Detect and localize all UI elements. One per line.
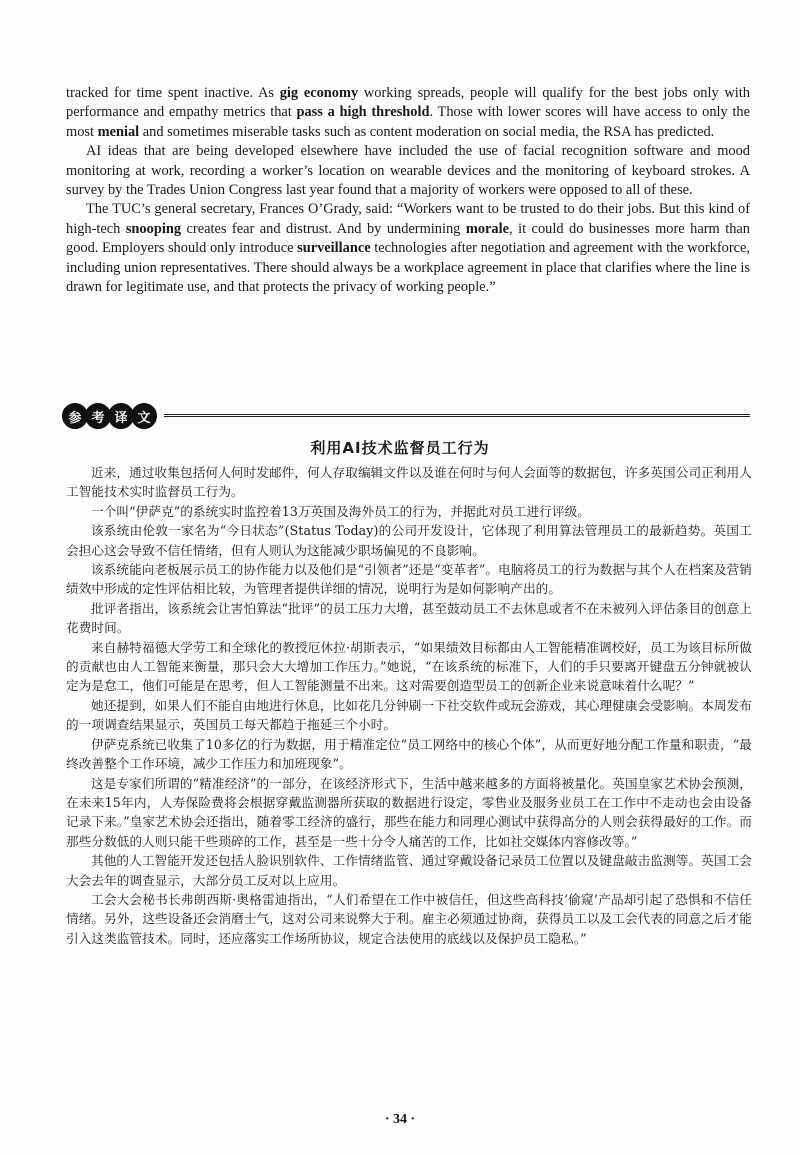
text-run: and sometimes miserable tasks such as content moderation on social media, the RSA has predicted.	[139, 123, 715, 140]
translation-paragraph: 她还提到，如果人们不能自由地进行休息，比如花几分钟刷一下社交软件或玩会游戏，其心理健康会受影响。本周发布的一项调查结果显示，英国员工每天都趋于拖延三个小时。	[66, 697, 752, 733]
badge-char: 参	[62, 403, 88, 429]
badge-char: 考	[85, 403, 111, 429]
bold-term: menial	[97, 123, 140, 140]
text-run: . Those with lower scores will have access to only the most	[66, 104, 750, 140]
translation-paragraph: 其他的人工智能开发还包括人脸识别软件、工作情绪监管、通过穿戴设备记录员工位置以及键盘敲击监测等。英国工会大会去年的调查显示，大部分员工反对以上应用。	[66, 853, 752, 888]
translation-paragraph: 近来，通过收集包括何人何时发邮件，何人存取编辑文件以及谁在何时与何人会面等的数据包，许多英国公司正利用人工智能技术实时监督员工行为。	[66, 465, 752, 500]
badge-char: 文	[131, 403, 157, 429]
translation-paragraph: 伊萨克系统已收集了10多亿的行为数据，用于精准定位“员工网络中的核心个体”，从而更好地分配工作量和职责，“最终改善整个工作环境，减少工作压力和加班现象”。	[66, 736, 752, 772]
bold-term: gig economy	[279, 85, 359, 101]
bold-term: surveillance	[297, 240, 371, 257]
bold-term: morale	[465, 220, 509, 237]
bold-term: pass a high threshold	[296, 104, 430, 121]
text-run: creates fear and distrust. And by undermining	[181, 220, 466, 237]
translation-paragraph: 来自赫特福德大学劳工和全球化的教授厄休拉·胡斯表示，“如果绩效目标都由人工智能精准调校好，员工为该目标所做的贡献也由人工智能来衡量，那只会大大增加工作压力。”她说，“在该系统的标准下，人们的手只要离开键盘五分钟就被认定为是怠工，他们可能是在思考，但人工智能测量不出来。这对需要创造型员工的创新企业来说意味着什么呢？”	[66, 639, 752, 694]
text-run: tracked for time spent inactive. As	[66, 85, 280, 101]
badge-char: 译	[108, 403, 134, 429]
english-paragraph	[66, 84, 750, 142]
english-paragraph: AI ideas that are being developed elsewhere have included the use of facial recognition software and mood monitoring at work, recording a worker’s location on wearable devices and the monitoring of keyboard strokes. A survey by the Trades Union Congress last year found that a majority of workers were opposed to all of these.	[66, 143, 750, 199]
bold-term: snooping	[125, 220, 182, 237]
translation-paragraph: 工会大会秘书长弗朗西斯·奥格雷迪指出，“人们希望在工作中被信任，但这些高科技‘偷窥’产品却引起了恐惧和不信任情绪。另外，这些设备还会消磨士气，这对公司来说弊大于利。雇主必须通过协商，获得员工以及工会代表的同意之后才能引入这类监管技术。同时，还应落实工作场所协议，规定合法使用的底线以及保护员工隐私。”	[66, 891, 752, 946]
reference-translation-badge	[62, 403, 154, 429]
text-run: working spreads, people will qualify for the best jobs only with performance and empathy metrics that	[66, 85, 750, 121]
translation-paragraph: 这是专家们所谓的“精准经济”的一部分，在该经济形式下，生活中越来越多的方面将被量化。英国皇家艺术协会预测，在未来15年内，人寿保险费将会根据穿戴监测器所获取的数据进行设定，零售业及服务业员工在工作中不走动也会由设备记录下来。”皇家艺术协会还指出，随着零工经济的盛行，那些在能力和同理心测试中获得高分的人则会获得最好的工作。而那些分数低的人则只能干些琐碎的工作，甚至是一些十分令人痛苦的工作，比如社交媒体内容修改等。”	[66, 775, 752, 849]
text-run: The TUC’s general secretary, Frances O’Grady, said: “Workers want to be trusted to do their jobs. But this kind of high-tech	[66, 201, 750, 237]
page-number: · 34 ·	[384, 1112, 416, 1127]
english-passage	[66, 84, 750, 297]
translation-paragraph: 该系统能向老板展示员工的协作能力以及他们是“引领者”还是“变革者”。电脑将员工的行为数据与其个人在档案及营销绩效中形成的定性评估相比较，为管理者提供详细的情况，说明行为是如何影响产出的。	[66, 562, 752, 597]
translation-title: 利用AI技术监督员工行为	[310, 439, 490, 457]
english-paragraph	[66, 200, 750, 297]
text-run: , it could do businesses more harm than good. Employers should only introduce	[66, 220, 750, 257]
section-divider	[164, 414, 750, 417]
text-run: technologies after negotiation and agreement with the workforce, including union representatives. There should always be a workplace agreement in place that clarifies where the line is drawn for legitimate use, and that protects the privacy of working people.”	[66, 240, 750, 296]
translation-paragraph: 一个叫“伊萨克”的系统实时监控着13万英国及海外员工的行为，并据此对员工进行评级。	[91, 503, 590, 519]
translation-paragraph: 该系统由伦敦一家名为“今日状态”(Status Today)的公司开发设计，它体现了利用算法管理员工的最新趋势。英国工会担心这会导致不信任情绪，但有人则认为这能减少职场偏见的不良影响。	[66, 523, 752, 558]
chinese-translation	[66, 463, 752, 948]
translation-paragraph: 批评者指出，该系统会让害怕算法“批评”的员工压力大增，甚至鼓动员工不去休息或者不在未被列入评估条目的创意上花费时间。	[66, 600, 752, 636]
